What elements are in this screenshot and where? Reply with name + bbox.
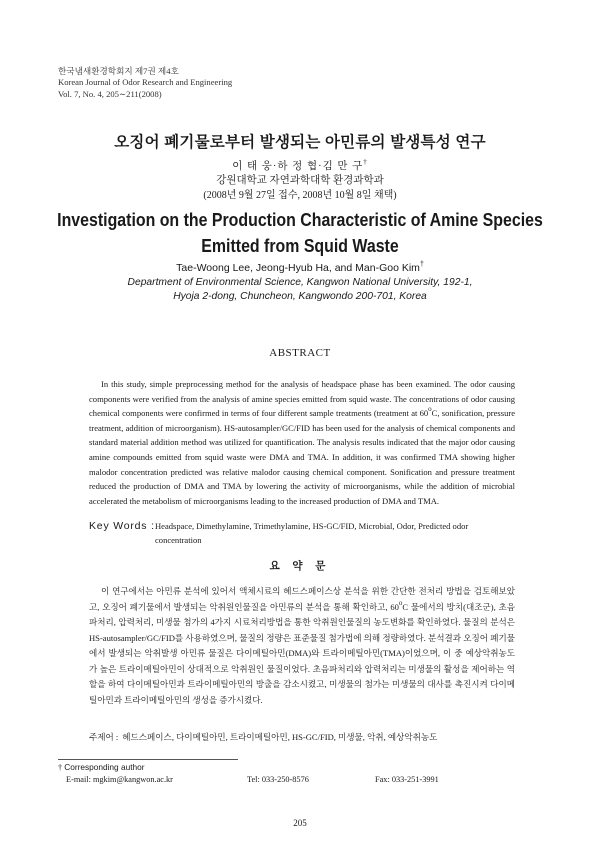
abstract-text <box>89 377 515 508</box>
summary-heading: 요 약 문 <box>269 561 331 572</box>
abstract-heading: ABSTRACT <box>269 347 331 359</box>
footnote-tel: Tel: 033-250-8576 <box>247 775 309 784</box>
keywords-text: Headspace, Dimethylamine, Trimethylamine, HS-GC/FID, Microbial, Odor, Predicted odor concentration <box>155 521 469 545</box>
title-english-line2: Emitted from Squid Waste <box>201 235 399 256</box>
received-accepted-dates: (2008년 9월 27일 접수, 2008년 10월 8일 채택) <box>203 190 397 201</box>
title-english-line1: Investigation on the Production Characteristic of Amine Species <box>57 209 543 230</box>
footnote-label: Corresponding author <box>64 762 145 772</box>
keywords-label: Key Words : <box>89 520 155 532</box>
authors-english-names: Tae-Woong Lee, Jeong-Hyub Ha, and Man-Goo Kim <box>176 262 420 274</box>
footnote-divider <box>58 759 238 760</box>
keywords-korean-label: 주제어 : <box>89 732 119 742</box>
page-number: 205 <box>293 818 307 828</box>
affiliation-english-line2: Hyoja 2-dong, Chuncheon, Kangwondo 200-701, Korea <box>173 291 427 302</box>
affiliation-english <box>0 276 600 304</box>
footnote-mark: † <box>58 763 63 772</box>
corresponding-mark-en: † <box>419 261 424 268</box>
journal-name-en: Korean Journal of Odor Research and Engineering <box>58 77 233 88</box>
authors-korean <box>0 158 600 173</box>
footnote-contact <box>58 774 548 786</box>
summary-text-part2: C 물에서의 방치(대조군), 초음파처리, 압력처리, 미생물 첨가의 4가지 시료처리방법을 통한 악취원인물질의 농도변화를 확인하였다. 물질의 분석은 HS-autosampler/GC/FID를 사용하였으며, 물질의 정량은 표준물질 첨가법에 의해 정량하였다. 분석결과 오징어 폐기물에서 발생되는 악취발생 아민류 물질은 다이메틸아민(DMA)와 트라이메틸아민(TMA)이었으며, 이 중 예상악취농도가 높은 트라이메틸아민이 상대적으로 악취원인 물질이었다. 초음파처리와 압력처리는 미생물의 활성을 제어하는 역할을 하여 다이메틸아민과 트라이메틸아민의 방출을 감소시켰고, 미생물의 첨가는 미생물의 대사를 촉진시켜 다이메틸아민과 트라이메틸아민의 생성을 증가시켰다. <box>89 601 515 705</box>
footnote <box>58 761 548 786</box>
journal-volume: Vol. 7, No. 4, 205∼211(2008) <box>58 88 162 99</box>
abstract-text-part2: C, sonification, pressure treatment, addition of microorganism). HS-autosampler/GC/FID has been used for the analysis of chemical components and standard material addition method was utilized for quantification. The analysis results indicated that the major odor causing amine compounds emitted from squid waste were DMA and TMA. In addition, it was confirmed TMA showing higher malodor concentration predicted was relative malodor causing chemical component. Sonification and pressure treatment reduced the production of DMA and TMA by lowering the activity of microorganisms, while the addition of microbial accelerated the metabolism of microorganisms leading to the increased production of DMA and TMA. <box>89 408 515 506</box>
summary-text-part1: 이 연구에서는 아민류 분석에 있어서 액체시료의 헤드스페이스상 분석을 위한 간단한 전처리 방법을 검토해보았고, 오징어 폐기물에서 발생되는 악취원인물질을 아민류의 분석을 통해 확인하고, 60 <box>89 586 515 612</box>
footnote-email: E-mail: mgkim@kangwon.ac.kr <box>66 775 173 784</box>
degree-sign: o <box>428 405 432 414</box>
journal-name-ko: 한국냄새환경학회지 제7권 제4호 <box>58 66 179 76</box>
title-english <box>42 207 558 259</box>
keywords-korean <box>89 731 519 743</box>
corresponding-mark: † <box>363 158 368 166</box>
summary-degree-sign: o <box>398 598 403 607</box>
abstract-text-part1: In this study, simple preprocessing method for the analysis of headspace phase has been examined. The odor causing components were verified from the analysis of amine species emitted from squid waste. The concentrations of odor causing chemical components were confirmed in terms of four different sample treatments (treatment at 60 <box>89 379 515 419</box>
affiliation-korean: 강원대학교 자연과학대학 환경과학과 <box>216 175 384 186</box>
affiliation-english-line1: Department of Environmental Science, Kangwon National University, 192-1, <box>127 277 473 288</box>
footnote-fax: Fax: 033-251-3991 <box>375 775 439 784</box>
title-korean: 오징어 폐기물로부터 발생되는 아민류의 발생특성 연구 <box>114 134 486 151</box>
summary-text <box>89 584 515 708</box>
authors-korean-names: 이 태 웅·하 정 협·김 만 구 <box>232 161 364 172</box>
footnote-line1 <box>58 761 548 774</box>
authors-english <box>0 262 600 274</box>
keywords-korean-text: 헤드스페이스, 다이메틸아민, 트라이메틸아민, HS-GC/FID, 미생물, 악취, 예상악취농도 <box>122 732 438 742</box>
journal-header <box>58 66 232 100</box>
